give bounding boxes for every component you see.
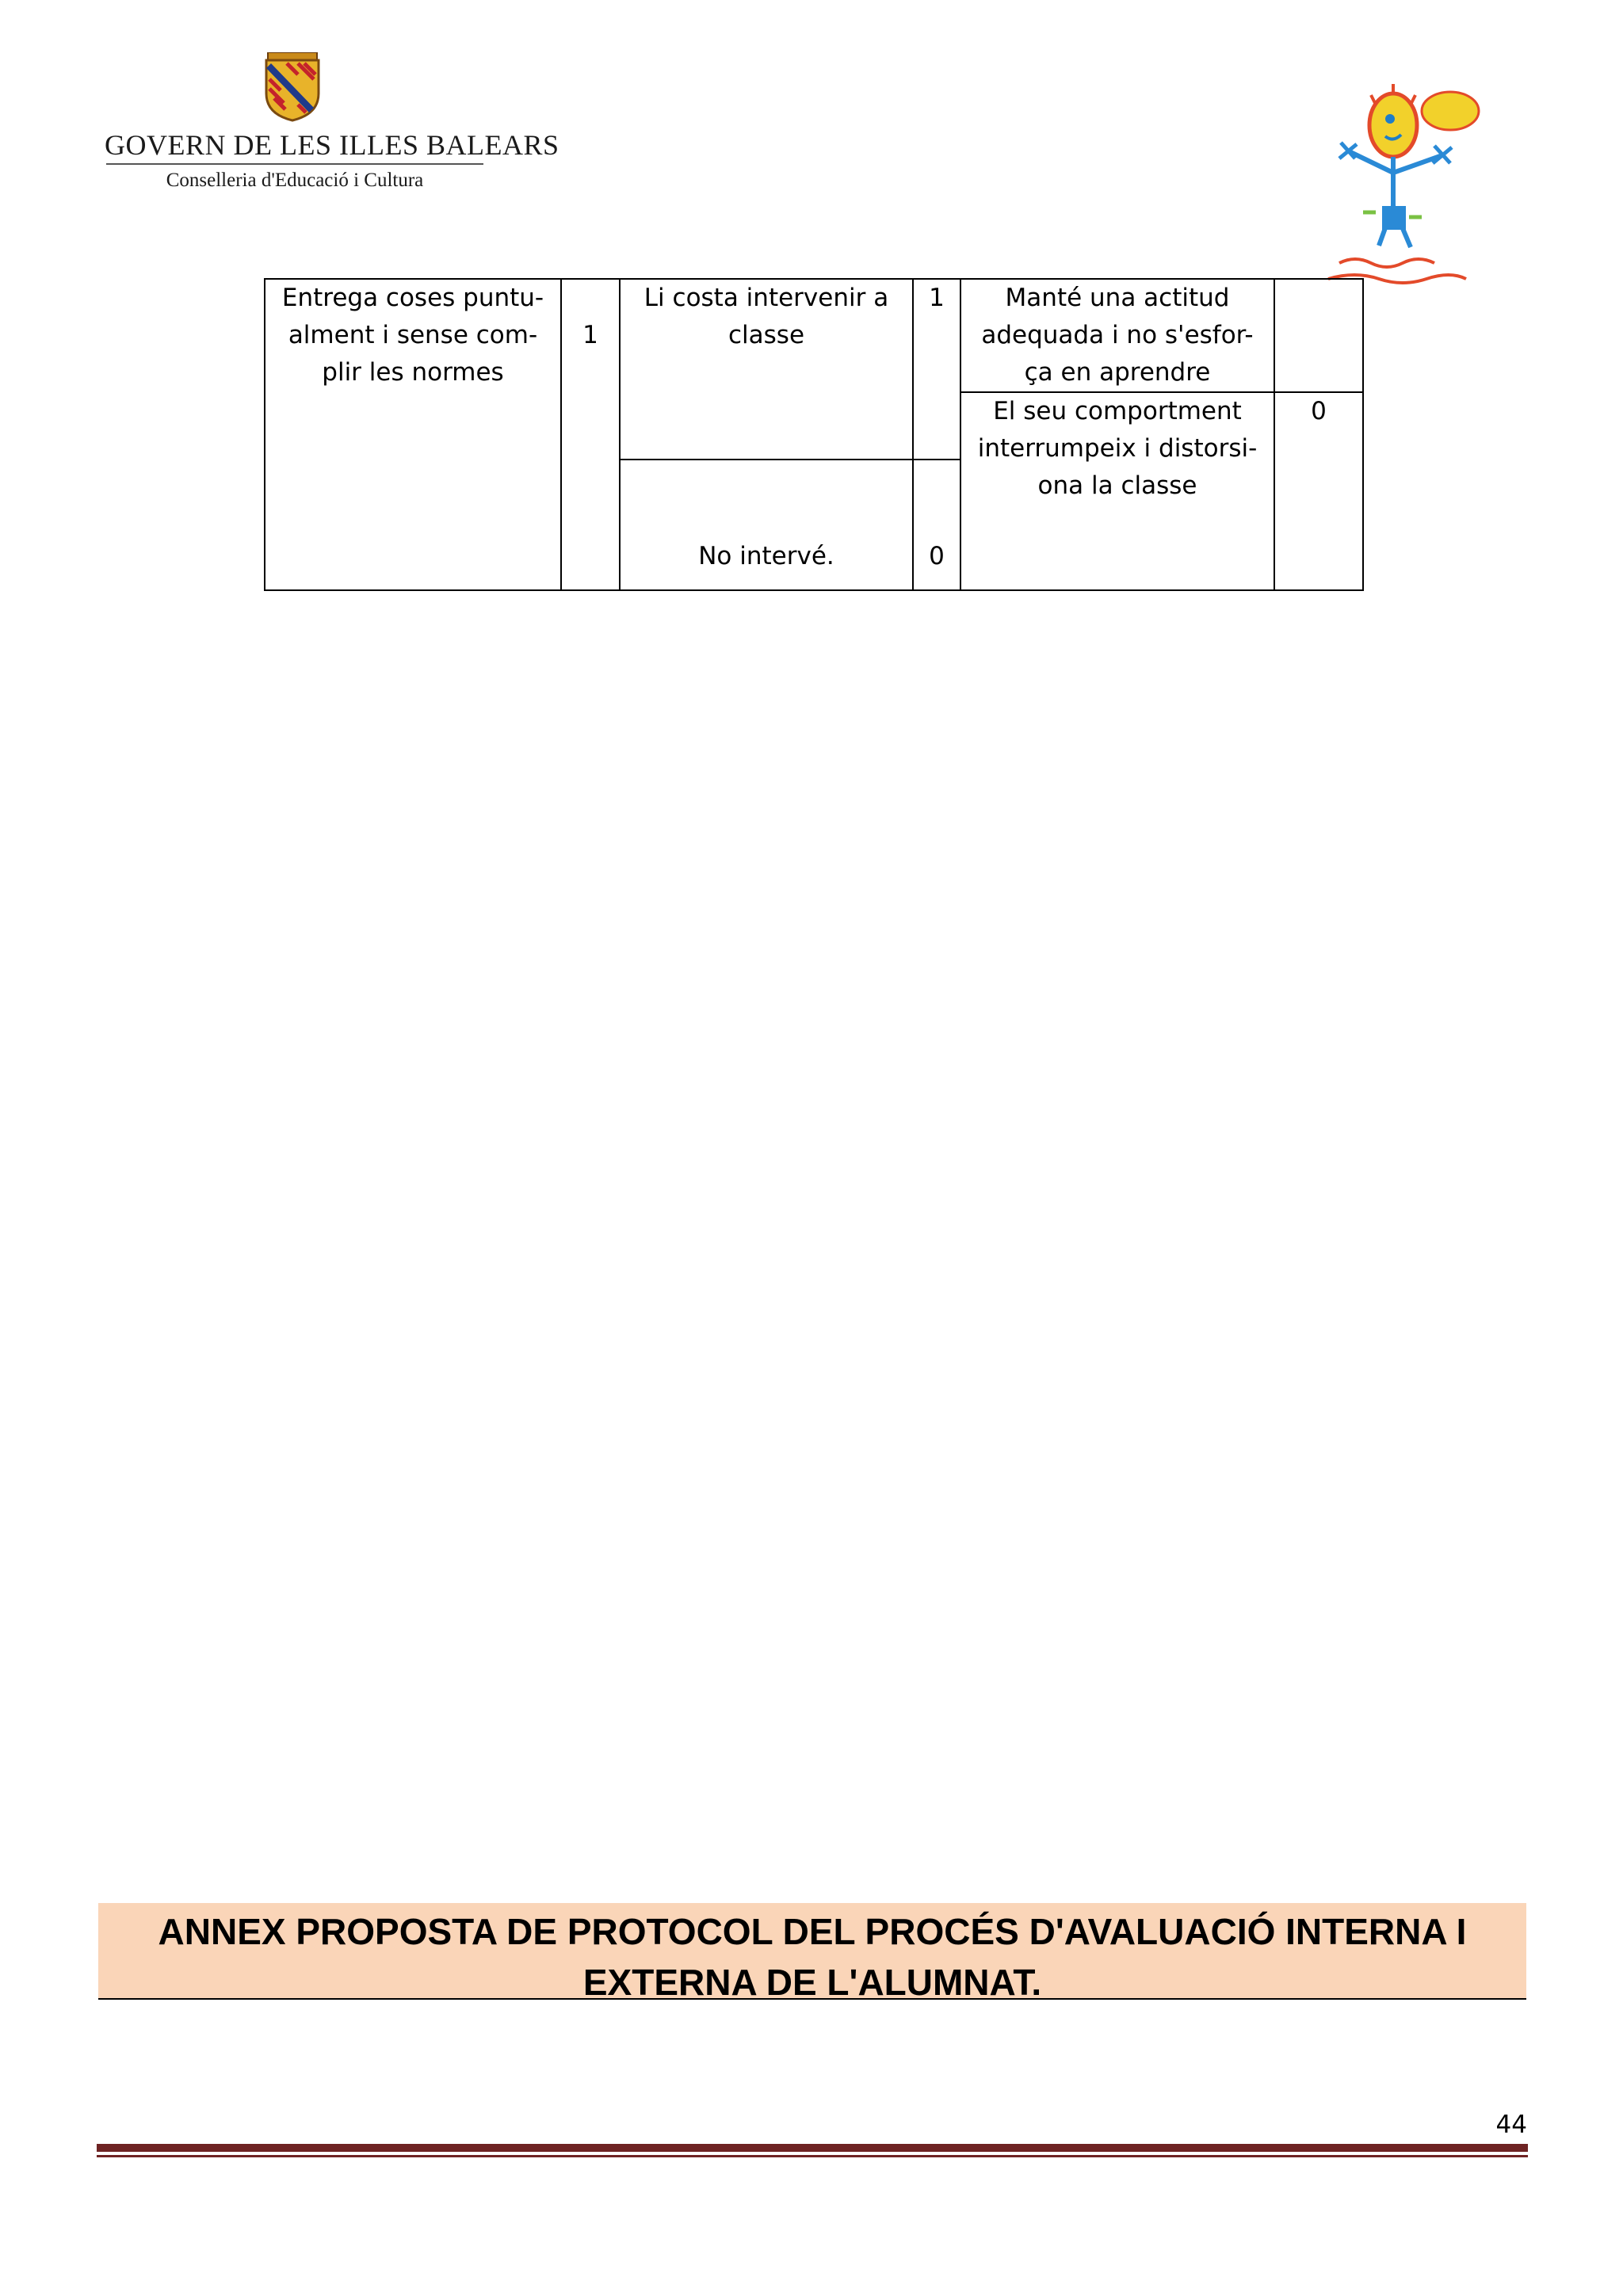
annex-banner [98, 1903, 1526, 2003]
footer-divider-thin [97, 2155, 1528, 2157]
criterion-participation-score: 1 [913, 279, 960, 460]
criterion-attitude-score [1274, 279, 1363, 392]
criterion-behaviour-score: 0 [1274, 392, 1363, 590]
balearic-coat-of-arms-icon [263, 52, 322, 122]
government-name: GOVERN DE LES ILLES BALEARS [105, 129, 559, 161]
annex-title: ANNEX PROPOSTA DE PROTOCOL DEL PROCÉS D'AVALUACIÓ INTERNA I EXTERNA DE L'ALUMNAT. [158, 1911, 1467, 2003]
school-logo-icon [1323, 79, 1490, 285]
footer-divider [97, 2144, 1528, 2152]
page-number: 44 [1495, 2111, 1527, 2139]
logo-divider [106, 163, 483, 165]
department-name: Conselleria d'Educació i Cultura [166, 170, 424, 191]
criterion-deliveries-score: 1 [561, 279, 620, 590]
criterion-participation-text: Li costa intervenir a classe [620, 279, 913, 460]
criterion-no-participation-text: No intervé. [620, 460, 913, 590]
criterion-attitude-text: Manté una actitud adequada i no s'esfor- ça en aprendre [960, 279, 1274, 392]
government-logo [105, 52, 559, 203]
criterion-deliveries-text: Entrega coses puntu- alment i sense com- plir les normes [265, 279, 561, 590]
criterion-no-participation-score: 0 [913, 460, 960, 590]
evaluation-table [264, 278, 1364, 591]
criterion-behaviour-text: El seu comportment interrumpeix i distorsi- ona la classe [960, 392, 1274, 590]
